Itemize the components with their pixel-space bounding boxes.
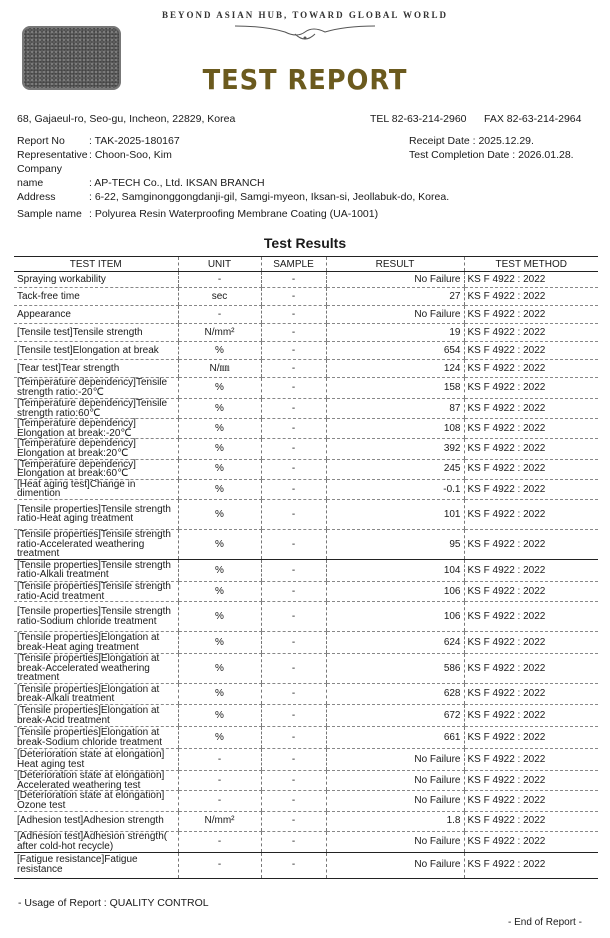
cell-test-method: KS F 4922 : 2022 [464, 529, 598, 559]
cell-result: 586 [326, 654, 464, 684]
table-row [14, 288, 598, 306]
cell-result: 27 [326, 288, 464, 306]
cell-sample: - [261, 439, 326, 459]
cell-test-item: [Deterioration state at elongation] Accelerated weathering test [14, 771, 178, 791]
cell-result: 106 [326, 581, 464, 601]
cell-test-method: KS F 4922 : 2022 [464, 791, 598, 811]
lab-fax: FAX 82-63-214-2964 [484, 113, 582, 125]
cell-test-item: [Deterioration state at elongation] Heat aging test [14, 749, 178, 771]
table-row [14, 324, 598, 342]
cell-test-item: [Adhesion test]Adhesion strength [14, 811, 178, 831]
cell-result: 654 [326, 342, 464, 360]
lab-tel: TEL 82-63-214-2960 [370, 113, 467, 125]
cell-test-item: [Tensile properties]Tensile strength ratio-Heat aging treatment [14, 499, 178, 529]
table-row [14, 632, 598, 654]
cell-sample: - [261, 684, 326, 705]
cell-sample: - [261, 342, 326, 360]
cell-test-method: KS F 4922 : 2022 [464, 378, 598, 399]
cell-test-method: KS F 4922 : 2022 [464, 602, 598, 632]
info-block [17, 134, 449, 204]
cell-sample: - [261, 581, 326, 601]
cell-sample: - [261, 499, 326, 529]
results-body [14, 272, 598, 879]
lab-address: 68, Gajaeul-ro, Seo-gu, Incheon, 22829, Korea [17, 113, 236, 125]
cell-test-method: KS F 4922 : 2022 [464, 581, 598, 601]
cell-result: 672 [326, 705, 464, 727]
table-row [14, 306, 598, 324]
client-address: : 6-22, Samginonggongdanji-gil, Samgi-myeon, Iksan-si, Jeollabuk-do, Korea. [89, 191, 450, 203]
cell-result: No Failure [326, 852, 464, 878]
cell-unit: % [178, 342, 261, 360]
table-row [14, 791, 598, 811]
cell-sample: - [261, 811, 326, 831]
cell-sample: - [261, 602, 326, 632]
cell-sample: - [261, 419, 326, 439]
table-row [14, 654, 598, 684]
cell-test-method: KS F 4922 : 2022 [464, 479, 598, 499]
cell-sample: - [261, 399, 326, 419]
cell-test-method: KS F 4922 : 2022 [464, 559, 598, 581]
cell-unit: % [178, 399, 261, 419]
dates-block [409, 134, 574, 162]
company-label: Company name [17, 163, 62, 189]
cell-result: 106 [326, 602, 464, 632]
report-no-label: Report No [17, 135, 65, 147]
cell-test-item: [Tear test]Tear strength [14, 360, 178, 378]
cell-test-method: KS F 4922 : 2022 [464, 811, 598, 831]
table-row [14, 831, 598, 852]
cell-test-method: KS F 4922 : 2022 [464, 852, 598, 878]
cell-unit: - [178, 831, 261, 852]
cell-sample: - [261, 559, 326, 581]
cell-unit: % [178, 439, 261, 459]
sample-line [17, 207, 378, 221]
cell-test-item: Tack-free time [14, 288, 178, 306]
cell-result: 19 [326, 324, 464, 342]
cell-test-method: KS F 4922 : 2022 [464, 439, 598, 459]
column-header-unit: UNIT [178, 257, 261, 272]
cell-test-item: [Tensile properties]Elongation at break-Acid treatment [14, 705, 178, 727]
cell-test-item: [Temperature dependency] Elongation at break:60℃ [14, 459, 178, 479]
cell-sample: - [261, 654, 326, 684]
cell-test-item: [Tensile properties]Tensile strength ratio-Alkali treatment [14, 559, 178, 581]
cell-result: No Failure [326, 791, 464, 811]
cell-test-method: KS F 4922 : 2022 [464, 399, 598, 419]
cell-unit: - [178, 272, 261, 288]
cell-test-item: [Heat aging test]Change in dimention [14, 479, 178, 499]
cell-test-method: KS F 4922 : 2022 [464, 499, 598, 529]
results-title: Test Results [263, 235, 347, 251]
table-row [14, 749, 598, 771]
cell-test-method: KS F 4922 : 2022 [464, 727, 598, 749]
cell-result: 104 [326, 559, 464, 581]
cell-test-method: KS F 4922 : 2022 [464, 419, 598, 439]
table-row [14, 459, 598, 479]
cell-test-method: KS F 4922 : 2022 [464, 324, 598, 342]
cell-result: 245 [326, 459, 464, 479]
cell-test-item: [Tensile properties]Elongation at break-Heat aging treatment [14, 632, 178, 654]
table-row [14, 499, 598, 529]
cell-result: 158 [326, 378, 464, 399]
cell-test-method: KS F 4922 : 2022 [464, 288, 598, 306]
cell-test-item: [Adhesion test]Adhesion strength( after cold-hot recycle) [14, 831, 178, 852]
cell-sample: - [261, 459, 326, 479]
cell-test-item: [Deterioration state at elongation] Ozone test [14, 791, 178, 811]
cell-unit: % [178, 499, 261, 529]
table-row [14, 419, 598, 439]
table-row [14, 705, 598, 727]
table-header-row [14, 257, 598, 272]
cell-unit: % [178, 602, 261, 632]
cell-test-method: KS F 4922 : 2022 [464, 306, 598, 324]
cell-sample: - [261, 360, 326, 378]
cell-unit: % [178, 654, 261, 684]
cell-test-method: KS F 4922 : 2022 [464, 459, 598, 479]
cell-sample: - [261, 479, 326, 499]
cell-sample: - [261, 791, 326, 811]
cell-test-item: [Fatigue resistance]Fatigue resistance [14, 852, 178, 878]
cell-test-item: [Temperature dependency]Tensile strength ratio:60℃ [14, 399, 178, 419]
cell-result: 661 [326, 727, 464, 749]
cell-unit: % [178, 581, 261, 601]
tagline: BEYOND ASIAN HUB, TOWARD GLOBAL WORLD [161, 10, 449, 20]
cell-test-method: KS F 4922 : 2022 [464, 705, 598, 727]
table-row [14, 559, 598, 581]
cell-result: 392 [326, 439, 464, 459]
cell-unit: % [178, 378, 261, 399]
cell-test-method: KS F 4922 : 2022 [464, 654, 598, 684]
cell-unit: % [178, 529, 261, 559]
cell-test-item: [Tensile test]Tensile strength [14, 324, 178, 342]
report-no: : TAK-2025-180167 [89, 135, 180, 147]
cell-test-item: Spraying workability [14, 272, 178, 288]
cell-test-method: KS F 4922 : 2022 [464, 684, 598, 705]
cell-sample: - [261, 852, 326, 878]
cell-sample: - [261, 771, 326, 791]
table-row [14, 771, 598, 791]
cell-test-item: [Tensile properties]Tensile strength ratio-Sodium chloride treatment [14, 602, 178, 632]
table-row [14, 342, 598, 360]
cell-sample: - [261, 705, 326, 727]
cell-sample: - [261, 378, 326, 399]
cell-test-method: KS F 4922 : 2022 [464, 272, 598, 288]
table-row [14, 684, 598, 705]
cell-result: 628 [326, 684, 464, 705]
cell-test-method: KS F 4922 : 2022 [464, 771, 598, 791]
cell-unit: - [178, 791, 261, 811]
cell-sample: - [261, 288, 326, 306]
ornament-flourish-icon [225, 20, 385, 46]
table-row [14, 439, 598, 459]
cell-unit: % [178, 479, 261, 499]
page-title: TEST REPORT [202, 63, 408, 96]
cell-result: -0.1 [326, 479, 464, 499]
cell-unit: - [178, 306, 261, 324]
company-name: : AP-TECH Co., Ltd. IKSAN BRANCH [89, 177, 265, 189]
cell-test-item: [Temperature dependency] Elongation at break:20℃ [14, 439, 178, 459]
representative: : Choon-Soo, Kim [89, 149, 172, 161]
end-of-report: - End of Report - [508, 917, 582, 928]
cell-unit: % [178, 419, 261, 439]
table-row [14, 529, 598, 559]
cell-unit: % [178, 705, 261, 727]
cell-sample: - [261, 324, 326, 342]
cell-result: 101 [326, 499, 464, 529]
table-row [14, 811, 598, 831]
column-header-test-item: TEST ITEM [14, 257, 178, 272]
cell-test-method: KS F 4922 : 2022 [464, 360, 598, 378]
cell-unit: % [178, 459, 261, 479]
cell-test-method: KS F 4922 : 2022 [464, 831, 598, 852]
cell-unit: % [178, 632, 261, 654]
cell-sample: - [261, 727, 326, 749]
table-row [14, 378, 598, 399]
cell-test-item: Appearance [14, 306, 178, 324]
cell-unit: N/mm² [178, 811, 261, 831]
sample-label: Sample name [17, 208, 82, 220]
completion-date: Test Completion Date : 2026.01.28. [409, 149, 574, 161]
cell-result: 95 [326, 529, 464, 559]
cell-unit: % [178, 684, 261, 705]
cell-test-item: [Tensile properties]Tensile strength ratio-Acid treatment [14, 581, 178, 601]
cell-sample: - [261, 749, 326, 771]
column-header-result: RESULT [326, 257, 464, 272]
cell-test-method: KS F 4922 : 2022 [464, 749, 598, 771]
cell-unit: - [178, 771, 261, 791]
cell-test-item: [Tensile test]Elongation at break [14, 342, 178, 360]
table-row [14, 727, 598, 749]
cell-result: No Failure [326, 306, 464, 324]
cell-test-method: KS F 4922 : 2022 [464, 342, 598, 360]
sample-name: : Polyurea Resin Waterproofing Membrane Coating (UA-1001) [89, 208, 379, 220]
cell-unit: % [178, 559, 261, 581]
cell-sample: - [261, 272, 326, 288]
table-row [14, 852, 598, 878]
cell-result: 108 [326, 419, 464, 439]
cell-test-item: [Tensile properties]Elongation at break-Alkali treatment [14, 684, 178, 705]
cell-sample: - [261, 306, 326, 324]
cell-unit: - [178, 749, 261, 771]
cell-unit: N/㎜ [178, 360, 261, 378]
table-row [14, 602, 598, 632]
results-table [14, 256, 598, 879]
receipt-date: Receipt Date : 2025.12.29. [409, 135, 534, 147]
table-row [14, 581, 598, 601]
cell-result: No Failure [326, 771, 464, 791]
cell-unit: N/mm² [178, 324, 261, 342]
column-header-test-method: TEST METHOD [464, 257, 598, 272]
table-row [14, 272, 598, 288]
table-row [14, 399, 598, 419]
cell-result: No Failure [326, 749, 464, 771]
cell-test-item: [Tensile properties]Tensile strength ratio-Accelerated weathering treatment [14, 529, 178, 559]
cell-result: 124 [326, 360, 464, 378]
cell-sample: - [261, 632, 326, 654]
cell-result: 87 [326, 399, 464, 419]
cell-result: No Failure [326, 831, 464, 852]
cell-result: No Failure [326, 272, 464, 288]
table-row [14, 360, 598, 378]
cell-unit: - [178, 852, 261, 878]
cell-sample: - [261, 529, 326, 559]
address-label: Address [17, 191, 56, 203]
table-row [14, 479, 598, 499]
cell-result: 1.8 [326, 811, 464, 831]
cell-test-item: [Tensile properties]Elongation at break-Sodium chloride treatment [14, 727, 178, 749]
cell-unit: % [178, 727, 261, 749]
cell-unit: sec [178, 288, 261, 306]
representative-label: Representative [17, 149, 88, 161]
usage-of-report: - Usage of Report : QUALITY CONTROL [18, 897, 209, 909]
cell-test-item: [Temperature dependency]Tensile strength ratio:-20℃ [14, 378, 178, 399]
cell-result: 624 [326, 632, 464, 654]
cell-test-method: KS F 4922 : 2022 [464, 632, 598, 654]
cell-test-item: [Tensile properties]Elongation at break-Accelerated weathering treatment [14, 654, 178, 684]
cell-sample: - [261, 831, 326, 852]
column-header-sample: SAMPLE [261, 257, 326, 272]
cell-test-item: [Temperature dependency] Elongation at break:-20℃ [14, 419, 178, 439]
